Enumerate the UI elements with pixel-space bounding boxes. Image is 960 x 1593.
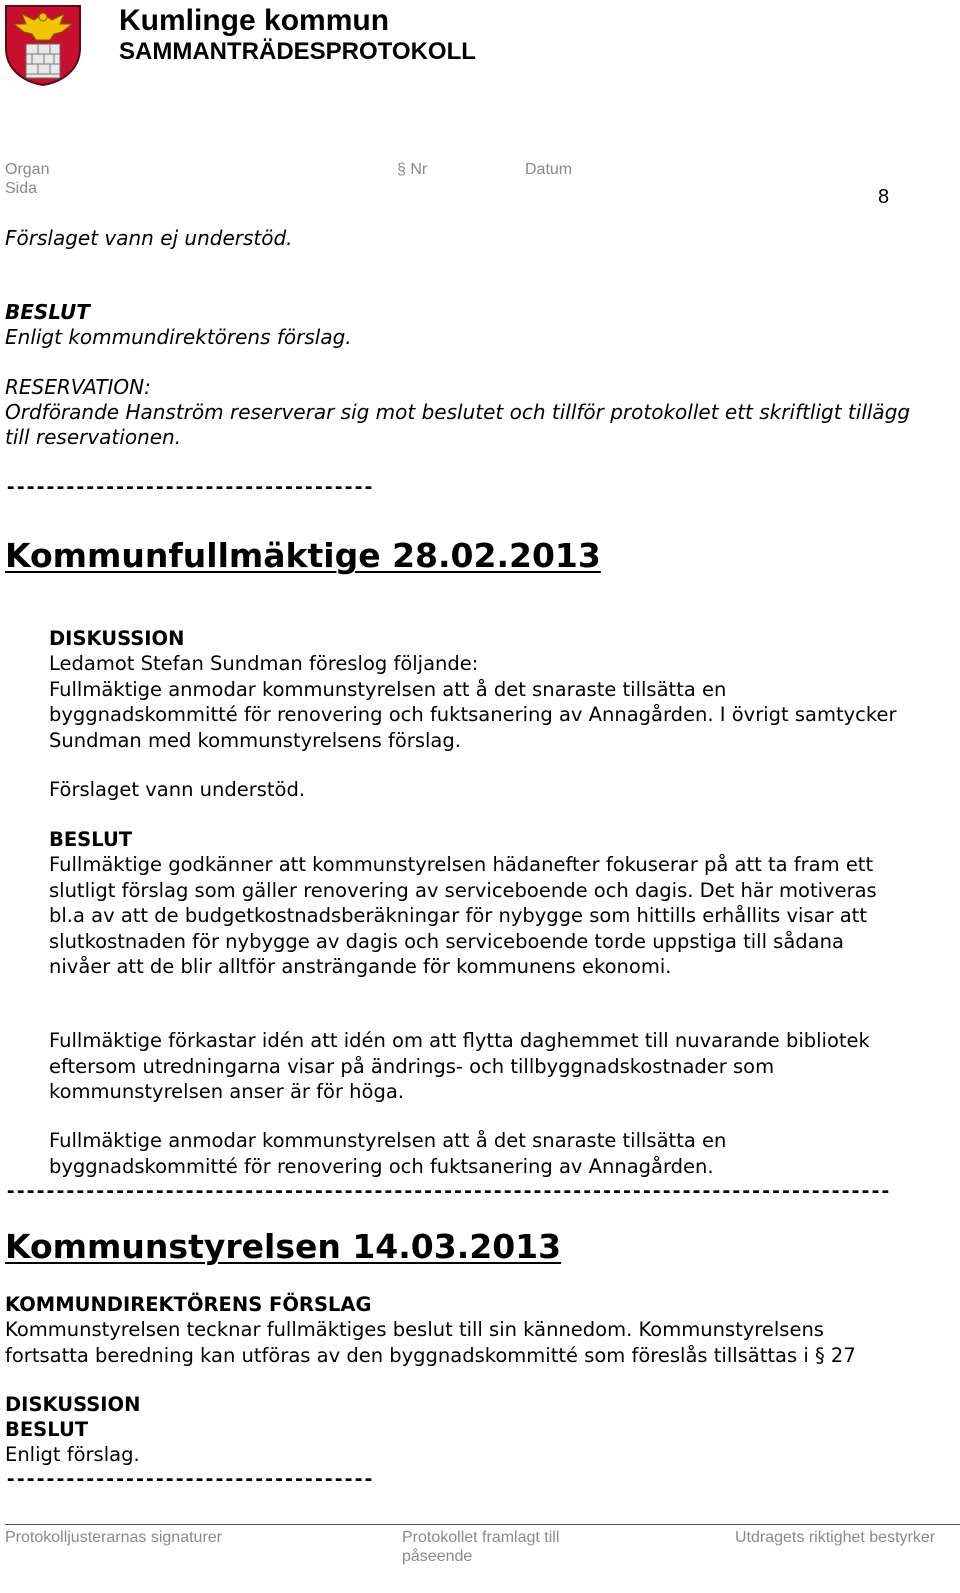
separator: ------------------------------------- bbox=[5, 476, 373, 498]
reservation-text: Ordförande Hanström reserverar sig mot beslutet och tillför protokollet ett skriftligt tillägg till reservationen. bbox=[5, 400, 911, 449]
org-name: Kumlinge kommun bbox=[119, 4, 390, 37]
forslag-text: Kommunstyrelsen tecknar fullmäktiges beslut till sin kännedom. Kommunstyrelsens fortsatta beredning kan utföras av den byggnadskommitté som föreslås tillsättas i § 27 bbox=[5, 1318, 856, 1367]
diskussion-heading: DISKUSSION bbox=[49, 627, 185, 650]
support-text: Förslaget vann understöd. bbox=[49, 778, 306, 801]
beslut-paragraph: Fullmäktige förkastar idén att idén om att flytta daghemmet till nuvarande bibliotek eftersom utredningarna visar på ändrings- och tillbyggnadskostnader som kommunstyrelsen anser är för höga. bbox=[49, 1029, 870, 1103]
separator: ------------------------------------- bbox=[5, 1468, 373, 1490]
coat-of-arms-icon bbox=[4, 4, 82, 86]
diskussion-heading: DISKUSSION bbox=[5, 1393, 141, 1416]
beslut-text: Enligt kommundirektörens förslag. bbox=[5, 325, 352, 349]
beslut-paragraph: Fullmäktige godkänner att kommunstyrelsen hädanefter fokuserar på att ta fram ett slutligt förslag som gäller renovering av serviceboende och dagis. Det här motiveras bl.a av att de budgetkostnadsberäkningar för nybygge som hittills erhållits visar att slutkostnaden för nybygge av dagis och serviceboende torde uppstiga till sådana nivåer att de blir alltför ansträngande för kommunens ekonomi. bbox=[49, 853, 877, 978]
beslut-heading: BESLUT bbox=[49, 828, 133, 851]
diskussion-text: Ledamot Stefan Sundman föreslog följande: Fullmäktige anmodar kommunstyrelsen att å det snaraste tillsätta en byggnadskommitté för renovering och fuktsanering av Annagården. I övrigt samtycker Sundman med kommunstyrelsens förslag. bbox=[49, 652, 897, 752]
proposal-result: Förslaget vann ej understöd. bbox=[5, 226, 293, 250]
footer-divider bbox=[5, 1524, 960, 1525]
beslut-heading: BESLUT bbox=[5, 1418, 89, 1441]
footer-utdrag: Utdragets riktighet bestyrker bbox=[735, 1529, 936, 1546]
beslut-heading: BESLUT bbox=[5, 300, 90, 324]
beslut-paragraph: Fullmäktige anmodar kommunstyrelsen att å det snaraste tillsätta en byggnadskommitté för renovering och fuktsanering av Annagården. bbox=[49, 1129, 727, 1178]
forslag-heading: KOMMUNDIREKTÖRENS FÖRSLAG bbox=[5, 1293, 372, 1316]
doc-type: SAMMANTRÄDESPROTOKOLL bbox=[119, 38, 476, 65]
section-heading-fullmaktige: Kommunfullmäktige 28.02.2013 bbox=[5, 536, 601, 575]
beslut-text: Enligt förslag. bbox=[5, 1443, 140, 1466]
datum-label: Datum bbox=[525, 161, 573, 178]
separator: ----------------------------------------------------------------------------------------- bbox=[5, 1180, 890, 1202]
reservation-heading: RESERVATION: bbox=[5, 375, 151, 399]
nr-label: § Nr bbox=[397, 161, 428, 178]
section-heading-kommunstyrelsen: Kommunstyrelsen 14.03.2013 bbox=[5, 1227, 562, 1266]
page-number: 8 bbox=[878, 186, 890, 208]
sida-label: Sida bbox=[5, 180, 38, 197]
footer-signatures: Protokolljusterarnas signaturer bbox=[5, 1529, 222, 1546]
organ-label: Organ bbox=[5, 161, 50, 178]
footer-framlagt: Protokollet framlagt till påseende bbox=[402, 1529, 560, 1565]
